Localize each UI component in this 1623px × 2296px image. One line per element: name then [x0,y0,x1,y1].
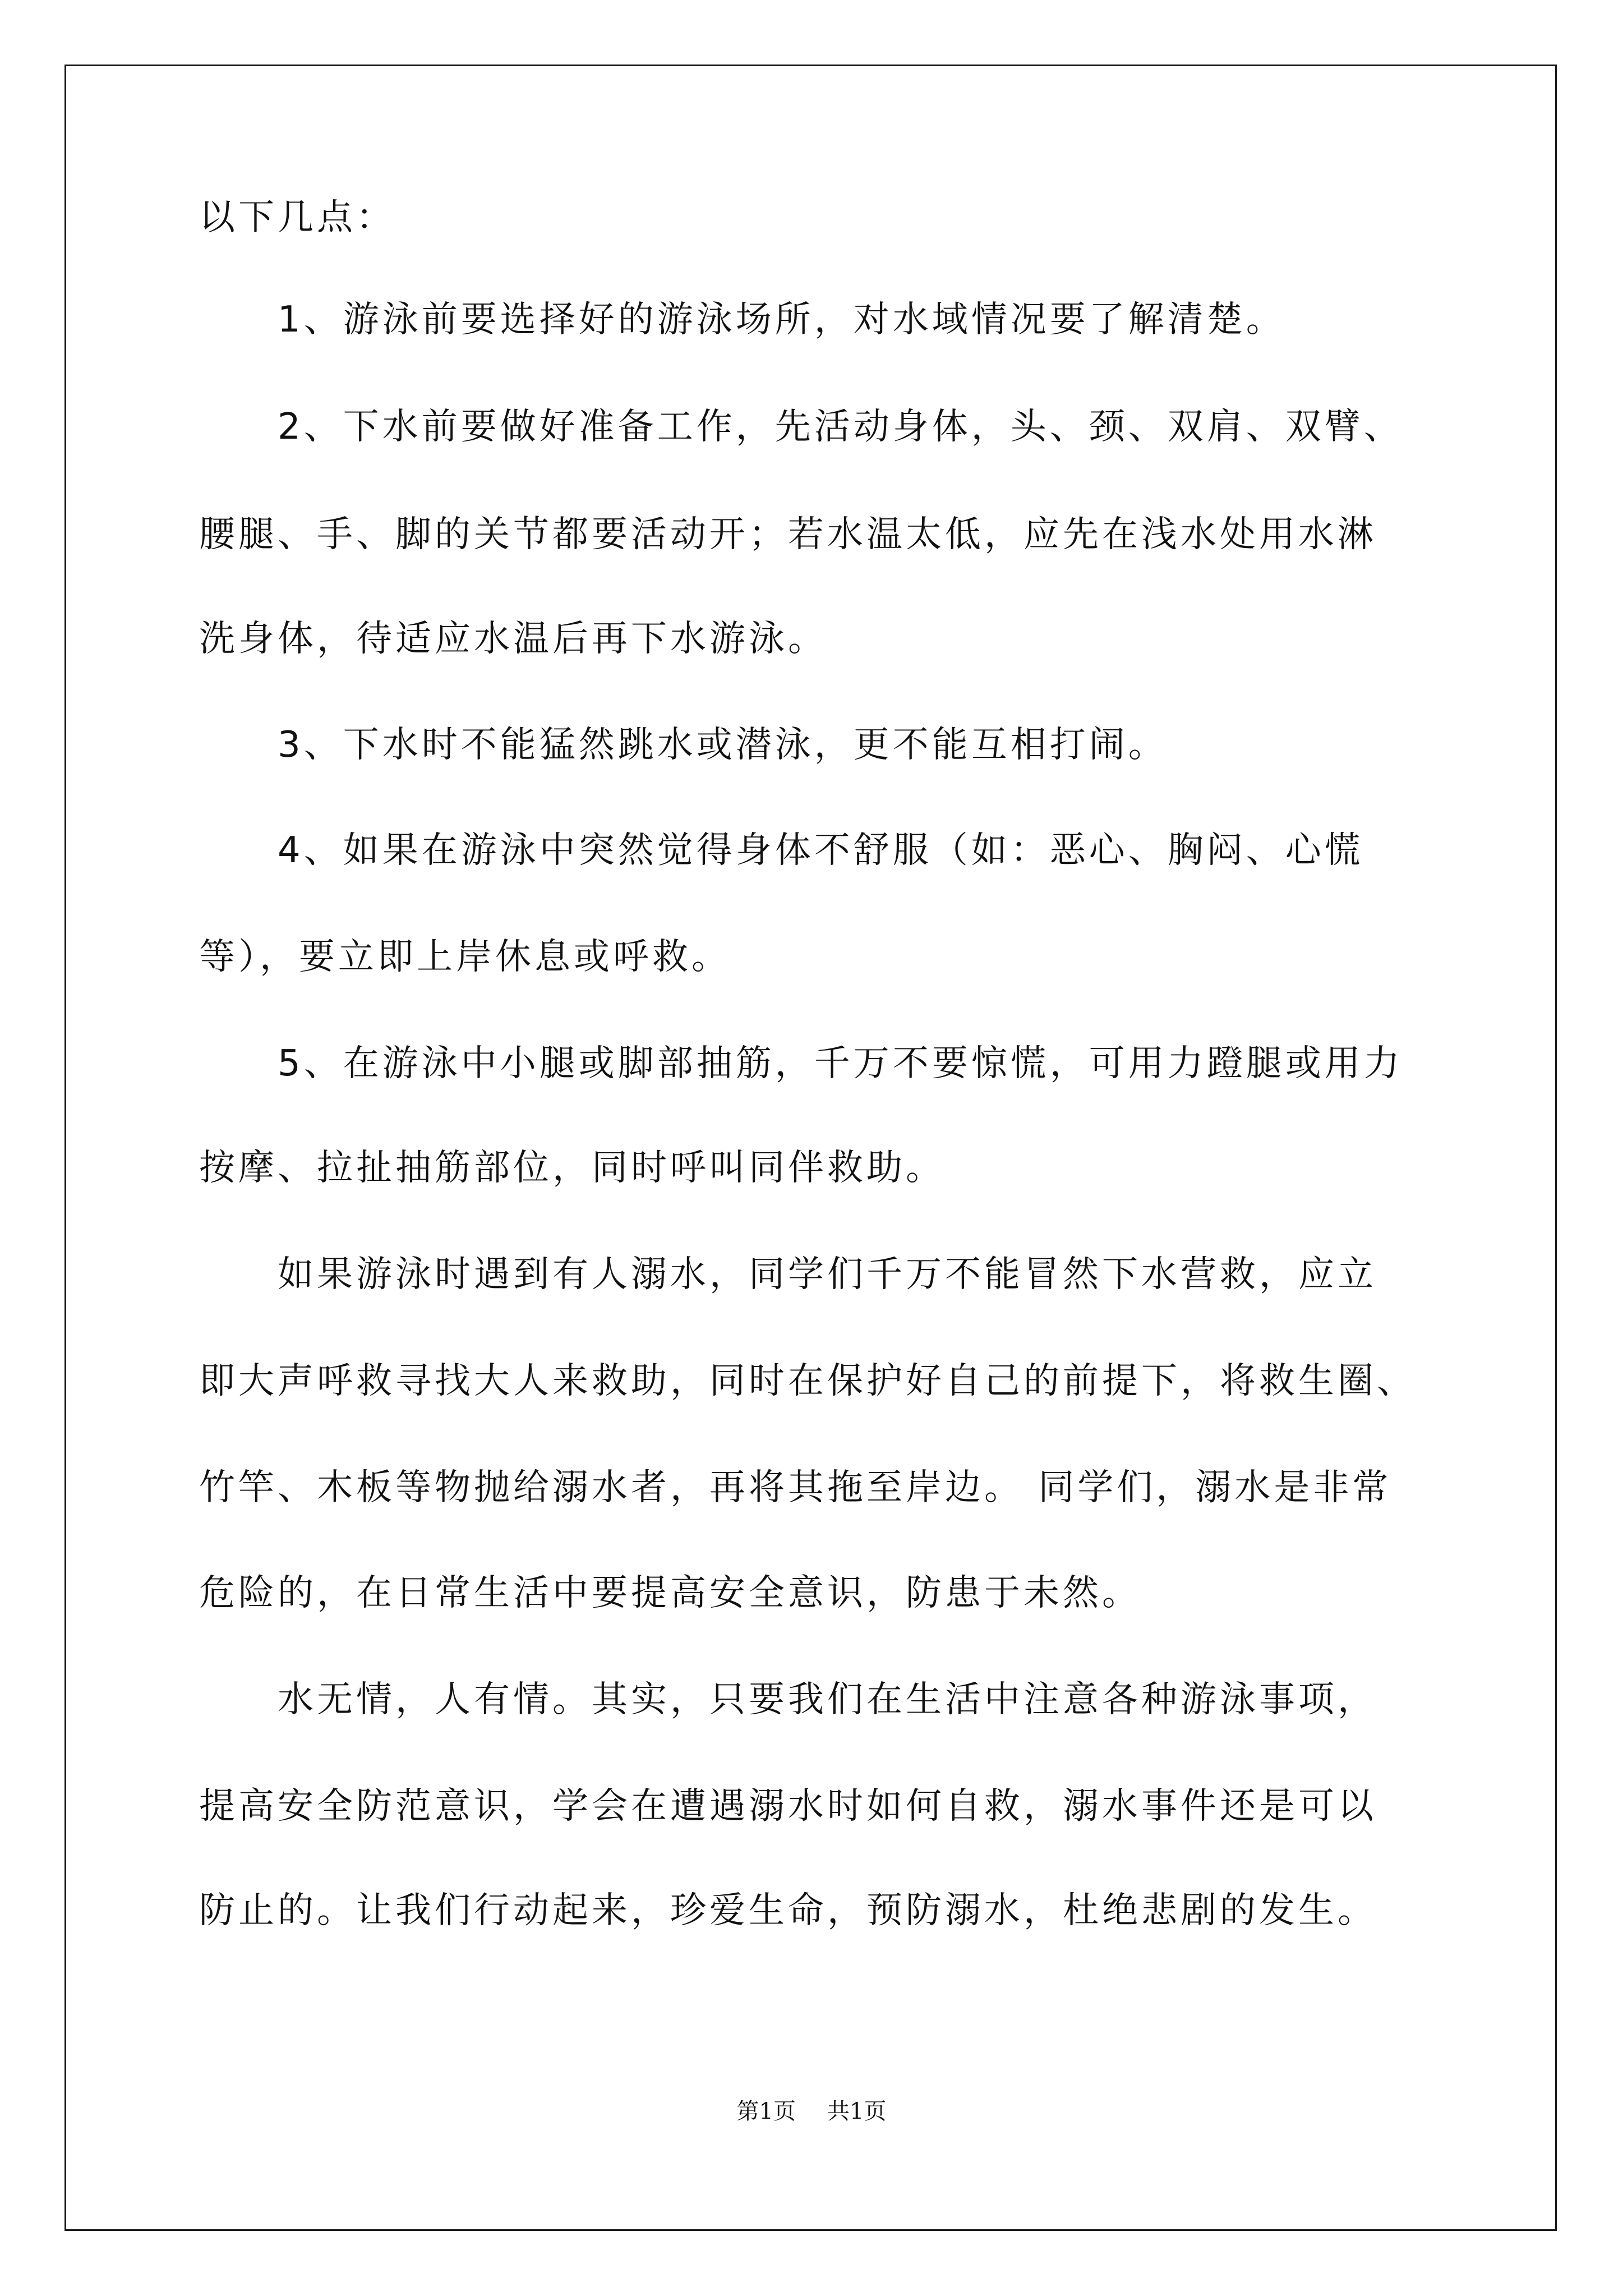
paragraph-line: 即大声呼救寻找大人来救助，同时在保护好自己的前提下，将救生圈、 [199,1360,1416,1402]
paragraph-line: 1、游泳前要选择好的游泳场所，对水域情况要了解清楚。 [278,299,1285,341]
paragraph-line: 2、下水前要做好准备工作，先活动身体，头、颈、双肩、双臂、 [278,406,1403,448]
paragraph-line: 3、下水时不能猛然跳水或潜泳，更不能互相打闹。 [278,724,1168,766]
paragraph-line: 腰腿、手、脚的关节都要活动开；若水温太低，应先在浅水处用水淋 [199,514,1377,555]
paragraph-line: 4、如果在游泳中突然觉得身体不舒服（如：恶心、胸闷、心慌 [278,830,1364,871]
paragraph-line: 防止的。让我们行动起来，珍爱生命，预防溺水，杜绝悲剧的发生。 [199,1890,1377,1931]
page-number: 第1页 [736,2099,796,2124]
paragraph-line: 如果游泳时遇到有人溺水，同学们千万不能冒然下水营救，应立 [278,1254,1377,1295]
page-total: 共1页 [827,2099,887,2124]
paragraph-line: 提高安全防范意识，学会在遭遇溺水时如何自救，溺水事件还是可以 [199,1786,1377,1827]
paragraph-line: 竹竿、木板等物抛给溺水者，再将其拖至岸边。 同学们，溺水是非常 [199,1467,1392,1508]
paragraph-line: 洗身体，待适应水温后再下水游泳。 [199,618,827,660]
page-footer [0,2095,1623,2128]
paragraph-line: 危险的，在日常生活中要提高安全意识，防患于未然。 [199,1572,1141,1614]
paragraph-line: 以下几点： [199,197,395,238]
paragraph-line: 5、在游泳中小腿或脚部抽筋，千万不要惊慌，可用力蹬腿或用力 [278,1043,1403,1084]
paragraph-line: 水无情，人有情。其实，只要我们在生活中注意各种游泳事项， [278,1679,1377,1720]
paragraph-line: 等），要立即上岸休息或呼救。 [199,936,731,978]
paragraph-line: 按摩、拉扯抽筋部位，同时呼叫同伴救助。 [199,1147,945,1189]
